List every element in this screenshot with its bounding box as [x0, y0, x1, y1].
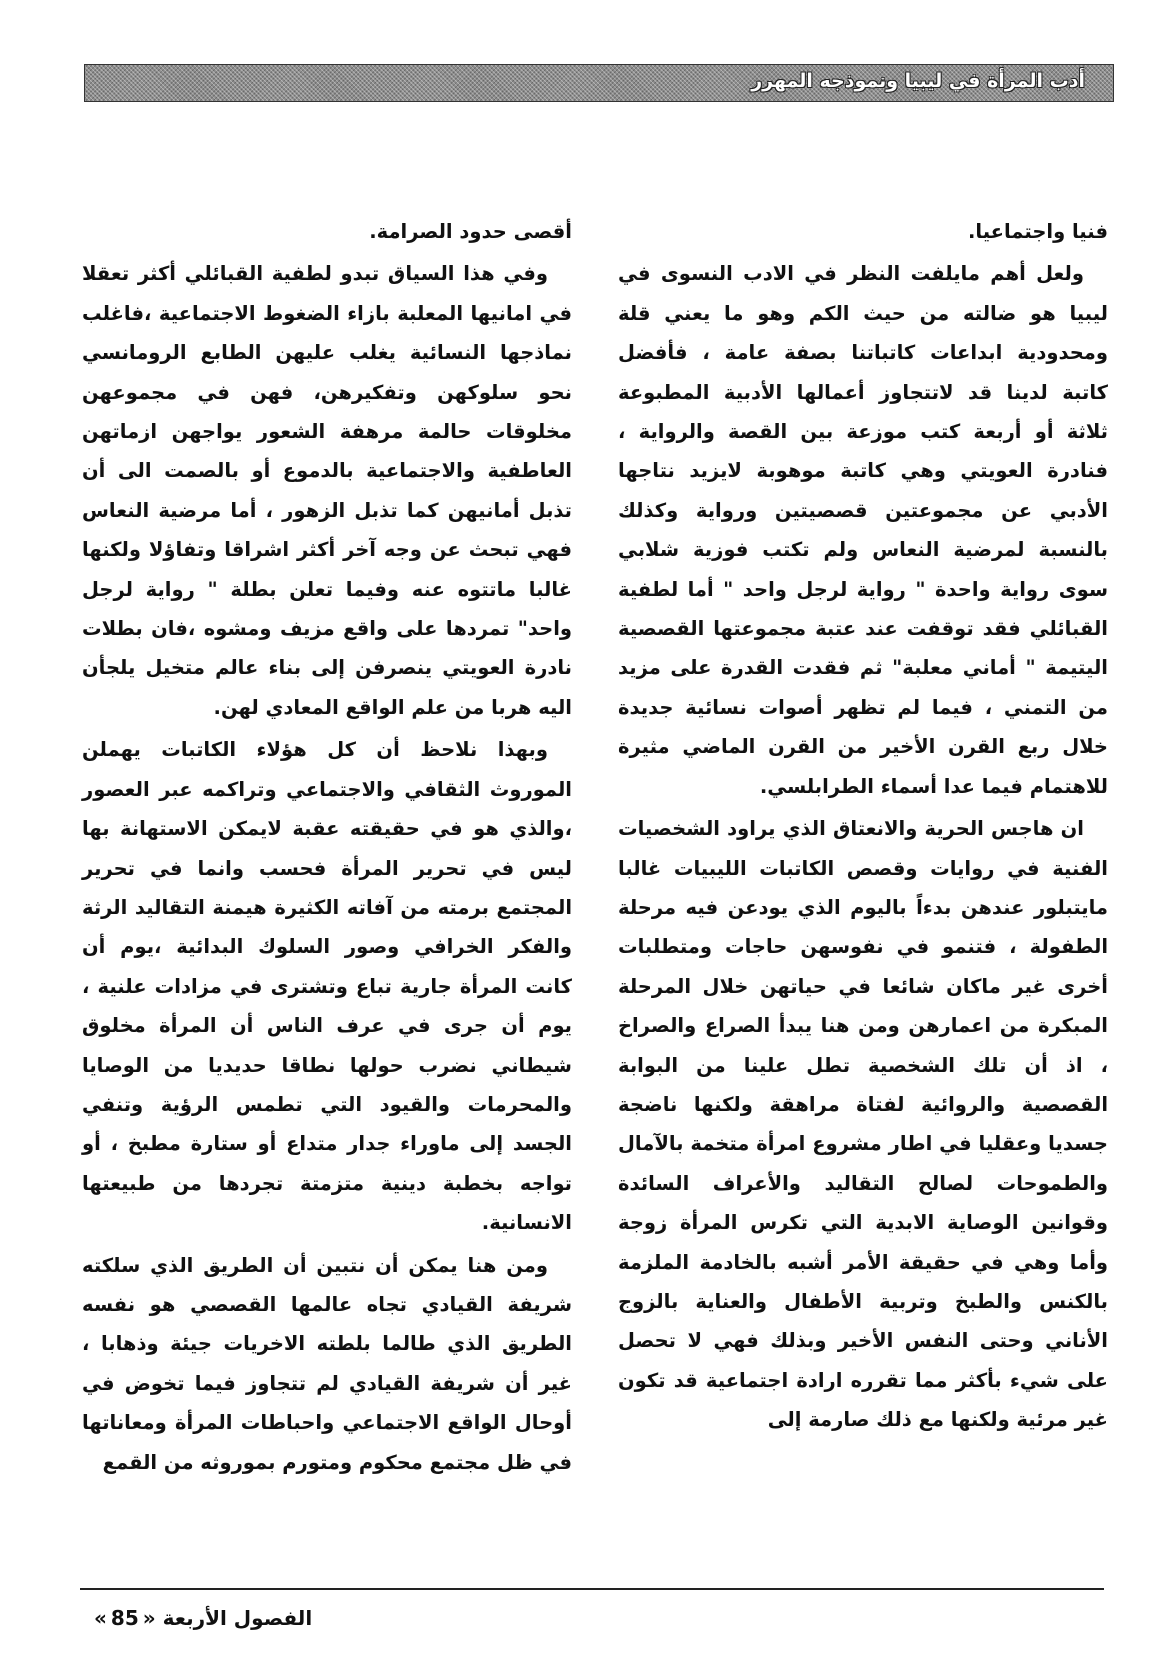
paragraph: أقصى حدود الصرامة.: [369, 220, 572, 243]
paragraph: وبهذا نلاحظ أن كل هؤلاء الكاتبات يهملن الموروث الثقافي والاجتماعي وتراكمه عبر العصور ،والذي هو في حقيقته عقبة لايمكن الاستهانة بها ليس في تحرير المرأة فحسب وانما في تحرير المجتمع برمته من آفاته الكثيرة هيمنة التقاليد الرثة والفكر الخرافي وصور السلوك البدائية ،يوم أن كانت المرأة جارية تباع وتشترى في مزادات علنية ، يوم أن جرى في عرف الناس أن المرأة مخلوق شيطاني نضرب حولها نطاقا حديديا من الوصايا والمحرمات والقيود التي تطمس الرؤية وتنفي الجسد إلى ماوراء جدار متداع أو ستارة مطبخ ، أو تواجه بخطبة دينية متزمتة تجردها من طبيعتها الانسانية.: [82, 738, 572, 1235]
text-column-right: [618, 212, 1108, 1443]
text-column-left: [82, 212, 572, 1485]
page-footer: [94, 1606, 312, 1630]
paragraph: ومن هنا يمكن أن نتبين أن الطريق الذي سلكته شريفة القيادي تجاه عالمها القصصي هو نفسه الطريق الذي طالما بلطته الاخريات جيئة وذهابا ، غير أن شريفة القيادي لم تتجاوز فيما تخوض في أوحال الواقع الاجتماعي واحباطات المرأة ومعاناتها في ظل مجتمع محكوم ومتورم بموروثه من القمع: [82, 1253, 572, 1474]
paragraph: ان هاجس الحرية والانعتاق الذي يراود الشخصيات الفنية في روايات وقصص الكاتبات الليبيات غالبا مايتبلور عندهن بدءاً باليوم الذي يودعن فيه مرحلة الطفولة ، فتنمو في نفوسهن حاجات ومتطلبات أخرى غير ماكان شائعا في حياتهن خلال المرحلة المبكرة من اعمارهن ومن هنا يبدأ الصراع والصراخ ، اذ أن تلك الشخصية تطل علينا من البوابة القصصية والروائية لفتاة مراهقة ولكنها ناضجة جسديا وعقليا في اطار مشروع امرأة متخمة بالآمال والطموحات لصالح التقاليد والأعراف السائدة وقوانين الوصاية الابدية التي تكرس المرأة زوجة وأما وهي في حقيقة الأمر أشبه بالخادمة الملزمة بالكنس والطبخ وتربية الأطفال والعناية بالزوج الأناني وحتى النفس الأخير وبذلك فهي لا تحصل على شيء بأكثر مما تقرره ارادة اجتماعية قد تكون غير مرئية ولكنها مع ذلك صارمة إلى: [618, 817, 1108, 1432]
paragraph: ولعل أهم مايلفت النظر في الادب النسوى في ليبيا هو ضالته من حيث الكم وهو ما يعني قلة ومحدودية ابداعات كاتباتنا بصفة عامة ، فأفضل كاتبة لدينا قد لاتتجاوز أعمالها الأدبية المطبوعة ثلاثة أو أربعة كتب موزعة بين القصة والرواية ، فنادرة العويتي وهي كاتبة موهوبة لايزيد نتاجها الأدبي عن مجموعتين قصصيتين ورواية وكذلك بالنسبة لمرضية النعاس ولم تكتب فوزية شلابي سوى رواية واحدة " رواية لرجل واحد " أما لطفية القبائلي فقد توقفت عند عتبة مجموعتها القصصية اليتيمة " أماني معلبة" ثم فقدت القدرة على مزيد من التمني ، فيما لم تظهر أصوات نسائية جديدة خلال ربع القرن الأخير من القرن الماضي مثيرة للاهتمام فيما عدا أسماء الطرابلسي.: [618, 262, 1108, 798]
paragraph: وفي هذا السياق تبدو لطفية القبائلي أكثر تعقلا في امانيها المعلبة بازاء الضغوط الاجتماعية ،فاغلب نماذجها النسائية يغلب عليهن الطابع الرومانسي نحو سلوكهن وتفكيرهن، فهن في مجموعهن مخلوقات حالمة مرهفة الشعور يواجهن ازماتهن العاطفية والاجتماعية بالدموع أو بالصمت الى أن تذبل أمانيهن كما تذبل الزهور ، أما مرضية النعاس فهي تبحث عن وجه آخر أكثر اشراقا وتفاؤلا ولكنها غالبا ماتتوه عنه وفيما تعلن بطلة " رواية لرجل واحد" تمردها على واقع مزيف ومشوه ،فان بطلات نادرة العويتي ينصرفن إلى بناء عالم متخيل يلجأن اليه هربا من علم الواقع المعادي لهن.: [82, 262, 572, 719]
magazine-name: الفصول الأربعة: [162, 1606, 313, 1630]
running-header-title: أدب المرأة في ليبيا ونموذجه المهرر: [751, 70, 1085, 92]
page-number: 85: [110, 1606, 139, 1630]
footer-rule: [80, 1588, 1104, 1590]
page-number-bracket: «: [142, 1606, 156, 1630]
paragraph: فنيا واجتماعيا.: [967, 220, 1108, 243]
page-number-bracket: »: [94, 1606, 107, 1630]
running-header-band: [84, 64, 1114, 102]
